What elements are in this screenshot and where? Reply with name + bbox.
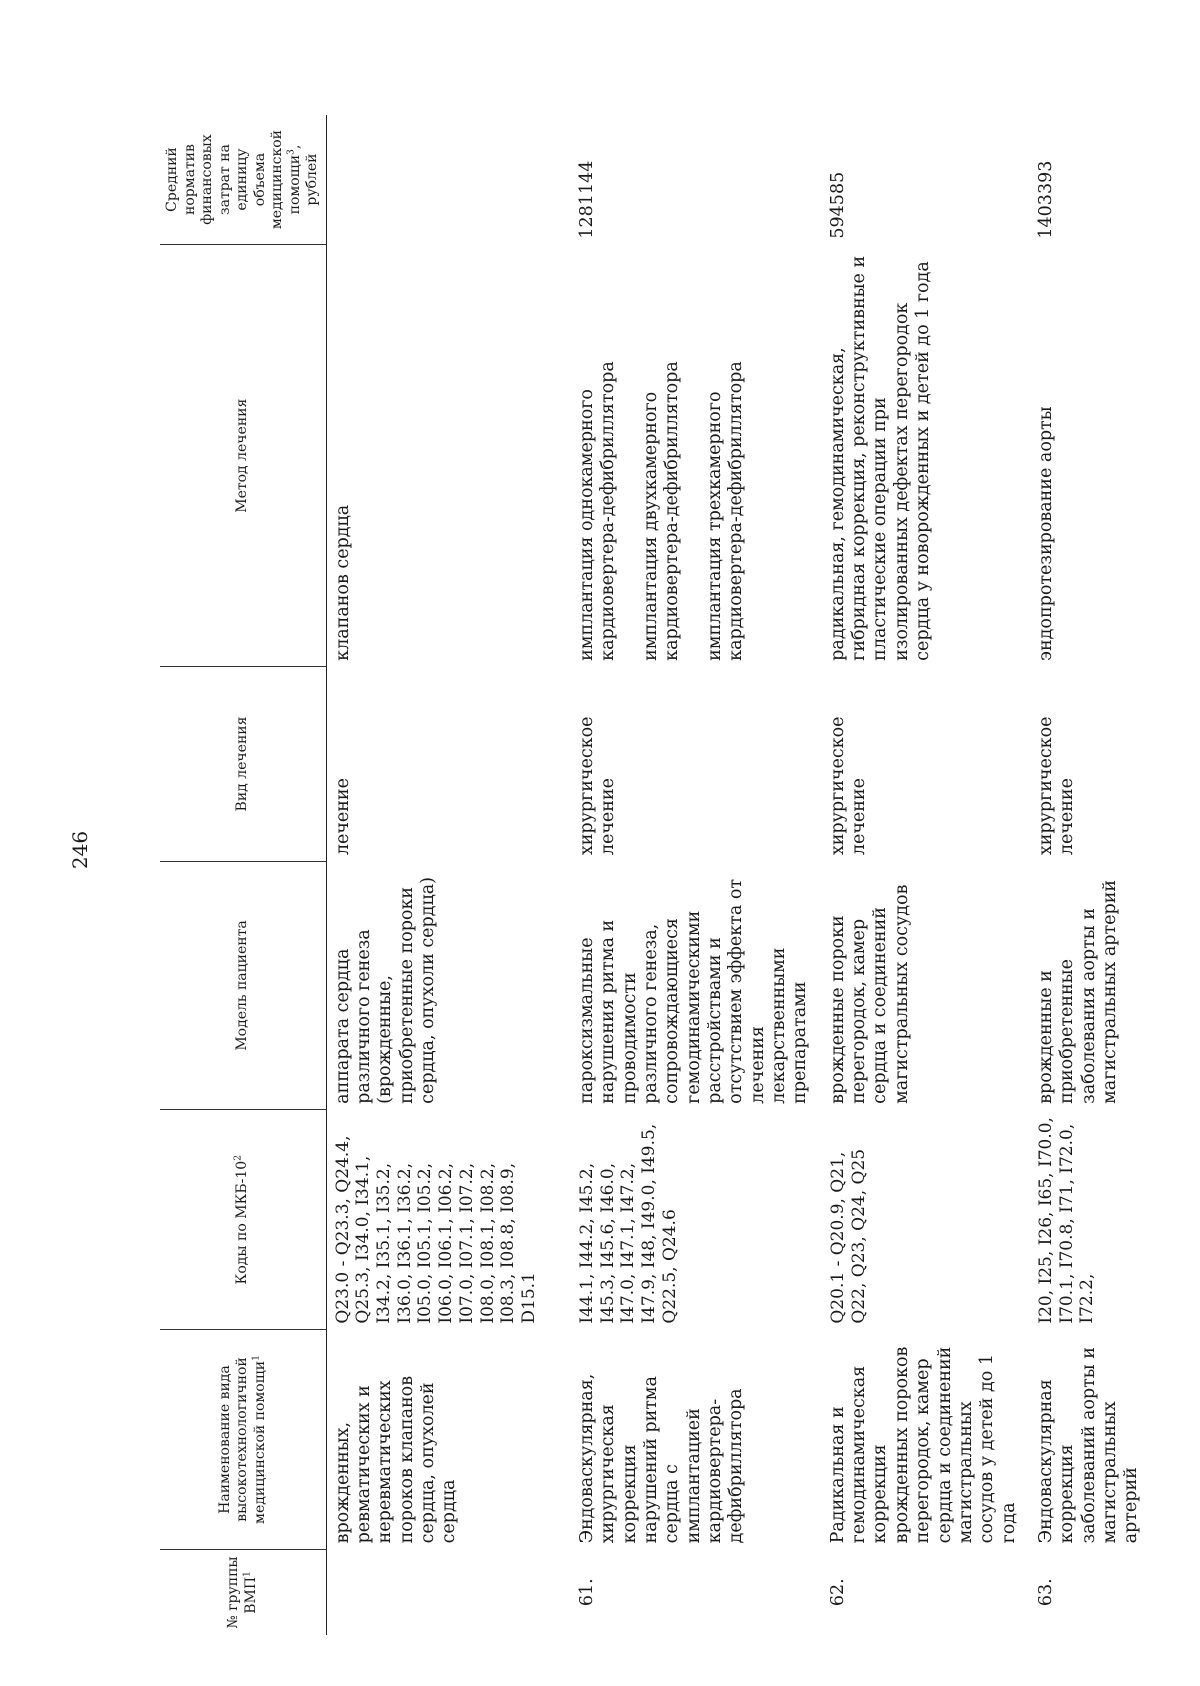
treatment-kind: хирургическое лечение xyxy=(827,716,870,856)
group-number: 61. xyxy=(577,1578,597,1607)
header-icd-codes: Коды по МКБ-$10^2$ xyxy=(160,1110,326,1330)
table-row xyxy=(1030,115,1153,1635)
group-number: 63. xyxy=(1035,1578,1056,1607)
vmp-name: Эндоваскулярная, хирургическая коррекция нарушений ритма сердца с имплантацией кардиовертера-дефибриллятора xyxy=(577,1373,747,1544)
header-treatment-kind: Вид лечения xyxy=(160,667,326,861)
header-treatment-method: Метод лечения xyxy=(160,245,326,667)
cost xyxy=(326,115,571,245)
group-number xyxy=(326,1549,571,1635)
treatment-method: радикальная, гемодинамическая, гибридная коррекция, реконструктивные и пластические операции при изолированных дефектах перегородок сердца у новорожденных и детей до 1 года xyxy=(827,255,934,661)
page-number: 246 xyxy=(68,830,92,870)
patient-model: пароксизмальные нарушения ритма и проводимости различного генеза, сопровождающиеся гемодинамическими расстройствами и отсутствием эффекта от лечения лекарственными препаратами xyxy=(577,878,811,1104)
treatment-kind: хирургическое лечение xyxy=(1035,716,1078,856)
vmp-name: Эндоваскулярная коррекция заболеваний аорты и магистральных артерий xyxy=(1035,1347,1142,1544)
icd-codes: I44.1, I44.2, I45.2, I45.3, I45.6, I46.0, I47.0, I47.1, I47.2, I47.9, I48, I49.0, I49.5, Q22.5, Q24.6 xyxy=(577,1123,680,1324)
treatment-method: клапанов сердца xyxy=(332,504,353,661)
patient-model: врожденные пороки перегородок, камер сердца и соединений магистральных сосудов xyxy=(827,884,912,1104)
table-row xyxy=(571,115,822,1635)
vmp-name: Радикальная и гемодинамическая коррекция врожденных пороков перегородок, камер сердца и соединений магистральных сосудов у детей до 1 года xyxy=(827,1346,1019,1544)
cost: 594585 xyxy=(827,171,848,239)
treatment-method: эндопротезирование аорты xyxy=(1035,406,1056,661)
treatment-kind: хирургическое лечение xyxy=(577,716,619,856)
vmp-name: врожденных, ревматических и неревматических пороков клапанов сердца, опухолей сердца xyxy=(332,1375,460,1544)
header-vmp-name: Наименование вида высокотехнологичной медицинской помощи$^1$ xyxy=(160,1330,326,1550)
cost: 1403393 xyxy=(1035,160,1056,239)
header-patient-model: Модель пациента xyxy=(160,861,326,1110)
table-row xyxy=(326,115,571,1635)
header-cost: Средний норматив финансовых затрат на единицу объема медицинской помощи$^3$, рублей xyxy=(160,115,326,245)
rotated-page xyxy=(160,115,1195,1635)
icd-codes: Q20.1 - Q20.9, Q21, Q22, Q23, Q24, Q25 xyxy=(827,1148,869,1324)
table-row xyxy=(822,115,1030,1635)
vmp-table xyxy=(160,115,1153,1635)
patient-model: аппарата сердца различного генеза (врожденные, приобретенные пороки сердца, опухоли сердца) xyxy=(332,877,438,1104)
cost: 1281144 xyxy=(577,160,597,239)
icd-codes: Q23.0 - Q23.3, Q24.4, Q25.3, I34.0, I34.1, I34.2, I35.1, I35.2, I36.0, I36.1, I36.2, I05.0, I05.1, I05.2, I06.0, I06.1, I06.2, I07.0, I07.1, I07.2, I08.0, I08.1, I08.2, I08.3, I08.8, I08.9, D15.1 xyxy=(332,1135,540,1324)
header-row xyxy=(160,115,326,1635)
treatment-kind: лечение xyxy=(332,778,353,856)
treatment-method: имплантация однокамерного кардиовертера-дефибриллятора имплантация двухкамерного кардиовертера-дефибриллятора имплантация трехкамерного кардиовертера-дефибриллятора xyxy=(577,361,747,661)
header-group-number: № группы ВМП$^1$ xyxy=(160,1549,326,1635)
icd-codes: I20, I25, I26, I65, I70.0, I70.1, I70.8, I71, I72.0, I72.2, xyxy=(1035,1117,1098,1324)
patient-model: врожденные и приобретенные заболевания аорты и магистральных артерий xyxy=(1035,879,1120,1104)
group-number: 62. xyxy=(827,1578,848,1607)
